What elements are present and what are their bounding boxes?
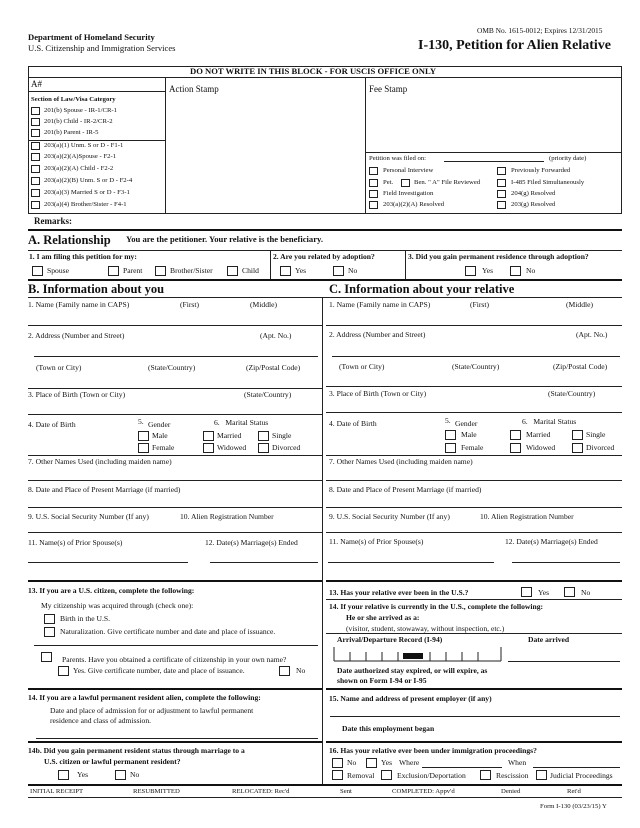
c-apt-label: (Apt. No.) xyxy=(576,330,608,339)
naturalization-checkbox[interactable] xyxy=(44,627,55,637)
b-married-label: Married xyxy=(217,431,242,440)
i94-number-boxes[interactable] xyxy=(333,645,503,663)
c-name-hint: (Family name in CAPS) xyxy=(356,300,431,309)
birth-label: Birth in the U.S. xyxy=(60,614,110,623)
b14-text2: residence and class of admission. xyxy=(50,716,152,725)
c15-title: 15. Name and address of present employer (if any) xyxy=(329,694,492,703)
office-banner: DO NOT WRITE IN THIS BLOCK - FOR USCIS OFFICE ONLY xyxy=(190,66,437,76)
judicial-label: Judicial Proceedings xyxy=(550,771,613,780)
c-female-label: Female xyxy=(461,443,484,452)
c-first-label: (First) xyxy=(470,300,489,309)
c13-yes-label: Yes xyxy=(538,588,550,597)
remarks-label: Remarks: xyxy=(34,216,72,226)
category-label: 203(a)(2)(B) Unm. S or D - F2-4 xyxy=(44,177,133,184)
previously-forwarded-checkbox[interactable] xyxy=(497,167,506,175)
resolved-203a2a-label: 203(a)(2)(A) Resolved xyxy=(383,201,445,208)
marital-label: Marital Status xyxy=(225,418,269,427)
i485-checkbox[interactable] xyxy=(497,179,506,187)
category-label: 203(a)(1) Unm. S or D - F1-1 xyxy=(44,142,124,149)
c-marital-num: 6. xyxy=(522,417,528,426)
cert-yes-checkbox[interactable] xyxy=(58,666,69,676)
c-dob-label: 4. Date of Birth xyxy=(329,419,377,428)
pet-label: Pet. xyxy=(383,179,394,186)
town-label: (Town or City) xyxy=(36,363,82,372)
naturalization-label: Naturalization. Give certificate number and date and place of issuance. xyxy=(60,627,276,636)
footer-sent: Sent xyxy=(340,788,352,795)
pob-hint: (Town or City) xyxy=(79,390,126,399)
c-pob-hint: (Town or City) xyxy=(380,389,427,398)
c-female-checkbox[interactable] xyxy=(445,443,456,453)
gender-num: 5. xyxy=(138,417,144,426)
category-label: 201(b) Spouse - IR-1/CR-1 xyxy=(44,107,118,114)
spouse-checkbox[interactable] xyxy=(32,266,43,276)
b-male-checkbox[interactable] xyxy=(138,431,149,441)
apt-label: (Apt. No.) xyxy=(260,331,292,340)
c-alien-reg-label: 10. Alien Registration Number xyxy=(480,512,574,521)
parent-label: Parent xyxy=(123,266,143,275)
b14b-title2: U.S. citizen or lawful permanent resident? xyxy=(44,757,181,766)
brother-sister-label: Brother/Sister xyxy=(170,266,213,275)
c-marriages-ended-label: 12. Date(s) Marriage(s) Ended xyxy=(505,537,598,546)
pr-adoption-no-label: No xyxy=(526,266,536,275)
exclusion-checkbox[interactable] xyxy=(381,770,392,780)
category-checkbox-7[interactable] xyxy=(31,177,40,185)
section-c-title: C. Information about your relative xyxy=(329,282,515,296)
category-label: 203(a)(3) Married S or D - F3-1 xyxy=(44,189,130,196)
address-hint: (Number and Street) xyxy=(61,331,125,340)
b-male-label: Male xyxy=(152,431,168,440)
middle-label: (Middle) xyxy=(250,300,277,309)
visa-category-title: Section of Law/Visa Category xyxy=(31,96,116,103)
q3-label: 3. Did you gain permanent residence through adoption? xyxy=(408,252,589,261)
marriages-ended-label: 12. Date(s) Marriage(s) Ended xyxy=(205,538,298,547)
footer-resubmitted: RESUBMITTED xyxy=(133,788,180,795)
c-married-checkbox[interactable] xyxy=(510,430,521,440)
b-single-label: Single xyxy=(272,431,292,440)
c-other-names-hint: (including maiden name) xyxy=(396,457,473,466)
c-gender-num: 5. xyxy=(445,416,451,425)
prior-spouses-label: 11. Name(s) of Prior Spouse(s) xyxy=(28,538,123,547)
b-female-checkbox[interactable] xyxy=(138,443,149,453)
c16-yes-label: Yes xyxy=(381,758,393,767)
c-middle-label: (Middle) xyxy=(566,300,593,309)
c-single-label: Single xyxy=(586,430,606,439)
personal-interview-checkbox[interactable] xyxy=(369,167,378,175)
c-marriage-hint: (if married) xyxy=(446,485,482,494)
b-divorced-label: Divorced xyxy=(272,443,301,452)
field-investigation-checkbox[interactable] xyxy=(369,190,378,198)
c-divorced-checkbox[interactable] xyxy=(572,443,583,453)
spouse-label: Spouse xyxy=(47,266,69,275)
personal-interview-label: Personal Interview xyxy=(383,167,434,174)
q1-label: 1. I am filing this petition for my: xyxy=(29,252,137,261)
dob-label: 4. Date of Birth xyxy=(28,420,76,429)
b13-acquired: My citizenship was acquired through (check one): xyxy=(41,601,194,610)
b14b-no-label: No xyxy=(130,770,140,779)
category-checkbox-3[interactable] xyxy=(31,129,40,137)
category-label: 203(a)(4) Brother/Sister - F4-1 xyxy=(44,201,127,208)
c-address-hint: (Number and Street) xyxy=(362,330,426,339)
cert-yes-label: Yes. Give certificate number, date and place of issuance. xyxy=(73,666,245,675)
action-stamp-label: Action Stamp xyxy=(169,84,219,94)
category-label: 203(a)(2)(A) Child - F2-2 xyxy=(44,165,114,172)
c14-arrived-as: He or she arrived as a: xyxy=(346,613,420,622)
c13-no-checkbox[interactable] xyxy=(564,587,575,597)
pr-adoption-yes-checkbox[interactable] xyxy=(465,266,476,276)
category-label: 203(a)(2)(A)Spouse - F2-1 xyxy=(44,153,117,160)
adoption-no-label: No xyxy=(348,266,358,275)
b-female-label: Female xyxy=(152,443,175,452)
removal-label: Removal xyxy=(347,771,375,780)
stay-expired-label: Date authorized stay expired, or will expire, as xyxy=(337,666,488,675)
marriage-label: 8. Date and Place of Present Marriage xyxy=(28,485,144,494)
b13-title: 13. If you are a U.S. citizen, complete the following: xyxy=(28,586,195,595)
c15-date-began: Date this employment began xyxy=(342,724,435,733)
b14-title: 14. If you are a lawful permanent resident alien, complete the following: xyxy=(28,693,261,702)
c-town-label: (Town or City) xyxy=(339,362,385,371)
parents-label: Parents. Have you obtained a certificate of citizenship in your own name? xyxy=(62,655,287,664)
alien-reg-label: 10. Alien Registration Number xyxy=(180,512,274,521)
omb-number: OMB No. 1615-0012; Expires 12/31/2015 xyxy=(477,26,603,35)
filed-on-label: Petition was filed on: xyxy=(369,155,427,162)
b-widowed-label: Widowed xyxy=(217,443,247,452)
c-state-label: (State/Country) xyxy=(452,362,500,371)
shown-on-label: shown on Form I-94 or I-95 xyxy=(337,676,427,685)
rescission-label: Rescission xyxy=(496,771,529,780)
pr-adoption-yes-label: Yes xyxy=(482,266,494,275)
c16-title: 16. Has your relative ever been under immigration proceedings? xyxy=(329,746,537,755)
i94-label: Arrival/Departure Record (I-94) xyxy=(337,635,443,644)
pob-state-label: (State/Country) xyxy=(244,390,292,399)
c13-title: 13. Has your relative ever been in the U.S.? xyxy=(329,588,469,597)
adoption-yes-checkbox[interactable] xyxy=(280,266,291,276)
name-label: 1. Name xyxy=(28,300,54,309)
category-checkbox-4[interactable] xyxy=(31,142,40,150)
ssn-label: 9. U.S. Social Security Number xyxy=(28,512,124,521)
zip-label: (Zip/Postal Code) xyxy=(246,363,301,372)
c14-title: 14. If your relative is currently in the U.S., complete the following: xyxy=(329,602,544,611)
name-hint: (Family name in CAPS) xyxy=(55,300,130,309)
b14-text1: Date and place of admission for or adjustment to lawful permanent xyxy=(50,706,254,715)
q2-label: 2. Are you related by adoption? xyxy=(273,252,375,261)
c-ssn-hint: (If any) xyxy=(426,512,450,521)
marital-num: 6. xyxy=(214,418,220,427)
c-prior-spouses-label: 11. Name(s) of Prior Spouse(s) xyxy=(329,537,424,546)
brother-sister-checkbox[interactable] xyxy=(155,266,166,276)
c14-examples: (visitor, student, stowaway, without inspection, etc.) xyxy=(346,624,505,633)
category-checkbox-6[interactable] xyxy=(31,165,40,173)
c-widowed-checkbox[interactable] xyxy=(510,443,521,453)
resolved-204g-label: 204(g) Resolved xyxy=(511,190,556,197)
c-address-label: 2. Address xyxy=(329,330,362,339)
b-divorced-checkbox[interactable] xyxy=(258,443,269,453)
c-single-checkbox[interactable] xyxy=(572,430,583,440)
category-label: 201(b) Child - IR-2/CR-2 xyxy=(44,118,113,125)
form-id: Form I-130 (03/23/15) Y xyxy=(540,803,607,810)
subagency-name: U.S. Citizenship and Immigration Services xyxy=(28,43,176,53)
c16-when-label: When xyxy=(508,758,527,767)
c-male-label: Male xyxy=(461,430,477,439)
resolved-203g-checkbox[interactable] xyxy=(497,201,506,209)
c-ssn-label: 9. U.S. Social Security Number xyxy=(329,512,425,521)
i485-label: I-485 Filed Simultaneously xyxy=(511,179,585,186)
pr-adoption-no-checkbox[interactable] xyxy=(510,266,521,276)
birth-checkbox[interactable] xyxy=(44,614,55,624)
removal-checkbox[interactable] xyxy=(332,770,343,780)
cert-no-label: No xyxy=(296,666,306,675)
address-label: 2. Address xyxy=(28,331,61,340)
b14b-title1: 14b. Did you gain permanent resident status through marriage to a xyxy=(28,746,245,755)
c-divorced-label: Divorced xyxy=(586,443,615,452)
c-pob-label: 3. Place of Birth xyxy=(329,389,379,398)
c-gender-label: Gender xyxy=(455,419,478,428)
rescission-checkbox[interactable] xyxy=(480,770,491,780)
agency-name: Department of Homeland Security xyxy=(28,32,155,42)
b-married-checkbox[interactable] xyxy=(203,431,214,441)
ben-file-label: Ben. " A" File Reviewed xyxy=(414,179,481,186)
fee-stamp-label: Fee Stamp xyxy=(369,84,408,94)
category-checkbox-9[interactable] xyxy=(31,201,40,209)
priority-date-label: (priority date) xyxy=(549,155,587,162)
adoption-yes-label: Yes xyxy=(295,266,307,275)
b14b-yes-checkbox[interactable] xyxy=(58,770,69,780)
resolved-203a2a-checkbox[interactable] xyxy=(369,201,378,209)
c-marriage-label: 8. Date and Place of Present Marriage xyxy=(329,485,445,494)
parent-checkbox[interactable] xyxy=(108,266,119,276)
footer-retd: Ret'd xyxy=(567,788,581,795)
first-label: (First) xyxy=(180,300,199,309)
exclusion-label: Exclusion/Deportation xyxy=(397,771,466,780)
previously-forwarded-label: Previously Forwarded xyxy=(511,167,571,174)
pet-checkbox[interactable] xyxy=(369,179,378,187)
gender-label: Gender xyxy=(148,420,171,429)
category-checkbox-8[interactable] xyxy=(31,189,40,197)
section-a-subtitle: You are the petitioner. Your relative is the beneficiary. xyxy=(126,234,323,244)
c16-no-checkbox[interactable] xyxy=(332,758,343,768)
child-checkbox[interactable] xyxy=(227,266,238,276)
category-label: 201(b) Parent - IR-5 xyxy=(44,129,99,136)
c13-no-label: No xyxy=(581,588,591,597)
c16-no-label: No xyxy=(347,758,357,767)
c-name-label: 1. Name xyxy=(329,300,355,309)
child-label: Child xyxy=(242,266,259,275)
date-arrived-label: Date arrived xyxy=(528,635,570,644)
ssn-hint: (If any) xyxy=(125,512,149,521)
b14b-no-checkbox[interactable] xyxy=(115,770,126,780)
ben-file-checkbox[interactable] xyxy=(401,179,410,187)
judicial-checkbox[interactable] xyxy=(536,770,547,780)
c16-yes-checkbox[interactable] xyxy=(366,758,377,768)
form-title: I-130, Petition for Alien Relative xyxy=(418,38,611,53)
category-checkbox-5[interactable] xyxy=(31,153,40,161)
c-male-checkbox[interactable] xyxy=(445,430,456,440)
other-names-label: 7. Other Names Used xyxy=(28,457,94,466)
category-checkbox-1[interactable] xyxy=(31,107,40,115)
c-marital-label: Marital Status xyxy=(533,417,577,426)
c-married-label: Married xyxy=(526,430,551,439)
state-label: (State/Country) xyxy=(148,363,196,372)
c16-where-label: Where xyxy=(399,758,420,767)
b-single-checkbox[interactable] xyxy=(258,431,269,441)
c-zip-label: (Zip/Postal Code) xyxy=(553,362,608,371)
footer-denied: Denied xyxy=(501,788,521,795)
pob-label: 3. Place of Birth xyxy=(28,390,78,399)
c-widowed-label: Widowed xyxy=(526,443,556,452)
b14b-yes-label: Yes xyxy=(77,770,89,779)
category-checkbox-2[interactable] xyxy=(31,118,40,126)
resolved-203g-label: 203(g) Resolved xyxy=(511,201,556,208)
footer-completed: COMPLETED: Appv'd xyxy=(392,788,455,795)
footer-relocated: RELOCATED: Rec'd xyxy=(232,788,290,795)
b-widowed-checkbox[interactable] xyxy=(203,443,214,453)
resolved-204g-checkbox[interactable] xyxy=(497,190,506,198)
field-investigation-label: Field Investigation xyxy=(383,190,434,197)
a-number-label: A# xyxy=(31,79,42,89)
adoption-no-checkbox[interactable] xyxy=(333,266,344,276)
section-a-title: A. Relationship xyxy=(28,233,111,247)
marriage-hint: (if married) xyxy=(145,485,181,494)
section-b-title: B. Information about you xyxy=(28,282,165,296)
c-other-names-label: 7. Other Names Used xyxy=(329,457,395,466)
parents-checkbox[interactable] xyxy=(41,652,52,662)
other-names-hint: (including maiden name) xyxy=(95,457,172,466)
footer-initial-receipt: INITIAL RECEIPT xyxy=(30,788,84,795)
c-pob-state-label: (State/Country) xyxy=(548,389,596,398)
c13-yes-checkbox[interactable] xyxy=(521,587,532,597)
cert-no-checkbox[interactable] xyxy=(279,666,290,676)
